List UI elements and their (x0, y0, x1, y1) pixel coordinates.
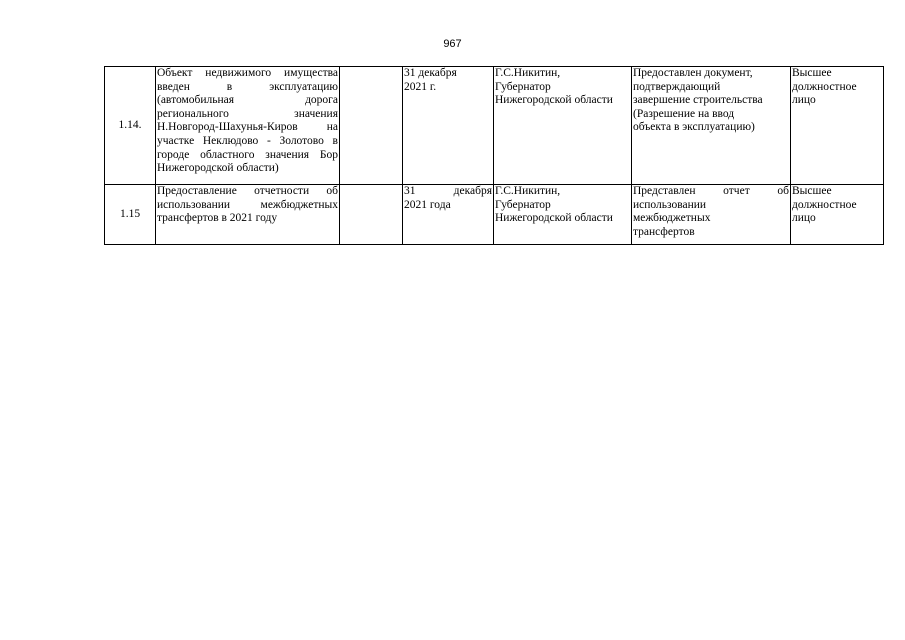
level-line: лицо (792, 94, 816, 107)
result-line: трансфертов (633, 225, 695, 238)
event-line: Н.Новгород-Шахунья-Киров на (157, 121, 338, 134)
level-cell (791, 67, 884, 185)
responsible-line: Нижегородской области (495, 94, 613, 107)
row-number: 1.14. (105, 67, 156, 185)
result-cell (632, 67, 791, 185)
responsible-cell (494, 185, 632, 245)
result-line: Представлен отчет об (633, 185, 789, 197)
deadline-line: 2021 года (404, 198, 451, 211)
plan-table (104, 66, 884, 245)
result-line: межбюджетных (633, 212, 711, 225)
event-line: городе областного значения Бор (157, 148, 338, 161)
responsible-line: Г.С.Никитин, (495, 185, 561, 197)
result-line: использовании (633, 198, 707, 211)
result-line: (Разрешение на ввод (633, 107, 735, 120)
level-cell (791, 185, 884, 245)
result-line: Предоставлен документ, (633, 67, 753, 79)
event-line: использовании межбюджетных (157, 198, 338, 211)
event-line: Нижегородской области) (157, 162, 279, 175)
responsible-line: Г.С.Никитин, (495, 67, 561, 79)
level-line: должностное (792, 198, 857, 211)
level-line: должностное (792, 80, 857, 93)
event-cell (156, 67, 340, 185)
event-line: участке Неклюдово - Золотово в (157, 134, 338, 147)
result-cell (632, 185, 791, 245)
level-line: лицо (792, 212, 816, 225)
event-line: трансфертов в 2021 году (157, 212, 278, 225)
table-row (105, 185, 884, 245)
event-cell (156, 185, 340, 245)
responsible-line: Губернатор (495, 198, 551, 211)
result-line: объекта в эксплуатацию) (633, 121, 755, 134)
deadline-cell (403, 185, 494, 245)
deadline-line: 2021 г. (404, 80, 437, 93)
event-line: (автомобильная дорога (157, 94, 338, 107)
deadline-cell (403, 67, 494, 185)
event-line: регионального значения (157, 107, 338, 120)
row-number: 1.15 (105, 185, 156, 245)
page-number: 967 (443, 38, 462, 50)
event-line: Объект недвижимого имущества (157, 67, 338, 79)
empty-cell (340, 185, 403, 245)
level-line: Высшее (792, 185, 832, 197)
empty-cell (340, 67, 403, 185)
result-line: завершение строительства (633, 94, 763, 107)
deadline-line: 31 декабря (404, 185, 492, 197)
responsible-line: Губернатор (495, 80, 551, 93)
table-row (105, 67, 884, 185)
event-line: введен в эксплуатацию (157, 80, 338, 93)
responsible-line: Нижегородской области (495, 212, 613, 225)
event-line: Предоставление отчетности об (157, 185, 338, 197)
result-line: подтверждающий (633, 80, 721, 93)
responsible-cell (494, 67, 632, 185)
deadline-line: 31 декабря (404, 67, 457, 79)
level-line: Высшее (792, 67, 832, 79)
